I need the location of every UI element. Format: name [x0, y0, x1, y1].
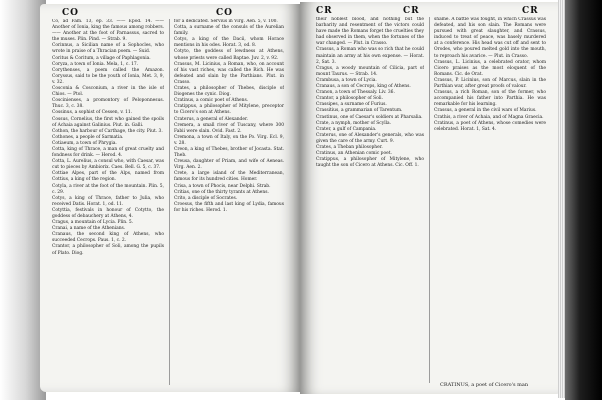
- dictionary-entry: Corythenses, a poem called the Amazon. Coryssus, said to be the youth of Ionia, Met. 3, 9, v. 32.: [52, 67, 164, 85]
- dictionary-entry: shame. A battle was fought, in which Crassus was defeated, and his son slain. The Romans were pursued with great slaughter, and Crassus, induced to treat of peace, was basely murdered at a conference. His head was cut off and sent to Orodes, who poured melted gold into the mouth, to reproach his avarice. — Plut. in Crasso.: [434, 17, 546, 59]
- left-page-header-left: CO: [62, 8, 80, 18]
- dictionary-entry: Crassipes, a surname of Furius.: [316, 102, 387, 108]
- dictionary-entry: Cotys, a king of the Dacii, whom Horace mentions in his odes. Horat. 3, od. 8.: [174, 37, 284, 49]
- dictionary-entry: Cossus, Cornelius, the first who gained the spoils of Achaia against Galinius. Piut. in. Galli.: [52, 116, 164, 128]
- dictionary-entry: Crastinus, one of Caesar's soldiers at Pharsalia.: [316, 114, 423, 120]
- dictionary-entry: Cotys, a king of Thrace, father to Julia, who received Datis. Horat. 1, od. 11.: [52, 195, 164, 207]
- dictionary-entry: Crater, a gulf of Campania.: [316, 126, 377, 132]
- left-page-header-right: CO: [216, 8, 234, 18]
- dictionary-entry: Coryza, a town of Ionia. Mela, 1, c. 17.: [52, 61, 139, 67]
- dictionary-entry: Crete, a large island of the Mediterranean, famous for its hundred cities. Homer.: [174, 171, 284, 183]
- dictionary-entry: Corinnus, a Sicilian name of a Sophocles, who wrote in praise of a Thracian poem. — Suid.: [52, 43, 164, 55]
- dictionary-entry: Cranaus, a son of Cecrops, king of Athens.: [316, 84, 411, 90]
- dictionary-entry: Croesus, the fifth and last king of Lydia, famous for his riches. Herod. 1.: [174, 201, 284, 213]
- dictionary-entry: Cotyto, the goddess of lewdness at Athens, whose priests were called Baptae. Juv. 2, v. 92.: [174, 49, 284, 61]
- dictionary-entry: Cratippus, a philosopher of Mitylene, preceptor to Cicero's son at Athens.: [174, 104, 284, 116]
- dictionary-entry: Crates, a Theban philosopher.: [316, 144, 383, 150]
- dictionary-entry: Cratippus, a philosopher of Mitylene, who taught the son of Cicero at Athens. Cic. Off. 1.: [316, 157, 424, 169]
- dictionary-entry: Crassus, M. Licinius, a Roman, who, on account of his vast riches, was called the Rich. He was defeated and slain by the Parthians. Plut. in Crasso.: [174, 61, 284, 85]
- dictionary-entry: Cratinus, a poet of Athens, whose comedies were celebrated. Horat. 1, Sat. 4.: [434, 120, 546, 132]
- dictionary-entry: Cotiaeum, a town of Phrygia.: [52, 140, 117, 146]
- dictionary-entry: Cothones, a people of Sarmatia.: [52, 134, 124, 140]
- dictionary-entry: Cranaus, the second king of Athens, who succeeded Cecrops. Paus. 1, c. 2.: [52, 232, 164, 244]
- dictionary-entry: Cothon, the harbour of Carthage, the city. Piut. 3.: [52, 128, 163, 134]
- dictionary-entry: Crantor, a philosopher of Soli.: [316, 96, 383, 102]
- dictionary-entry: Crassus, L. Licinius, a celebrated orator, whom Cicero praises as the most eloquent of the Romans. Cic. de Orat.: [434, 59, 546, 77]
- dictionary-entry: Crates, a philosopher of Thebes, disciple of Diogenes the cynic. Diog.: [174, 86, 284, 98]
- dictionary-entry: Creon, a king of Thebes, brother of Jocasta. Stat. Theb.: [174, 146, 284, 159]
- dictionary-entry: Cragus, a woody mountain of Cilicia, part of mount Taurus. — Strab. 14.: [316, 65, 424, 77]
- dictionary-entry: Cotta, a surname of the consuls of the Aurelian family.: [174, 25, 284, 37]
- dictionary-entry: Crassus, a rich Roman, son of the former, who accompanied his father into Parthia. He was remarkable for his learning.: [434, 90, 546, 108]
- dictionary-entry: Crito, a disciple of Socrates.: [174, 195, 238, 201]
- dictionary-entry: Craterus, a general of Alexander.: [174, 116, 248, 122]
- dictionary-entry: Cragus, a mountain of Lycia. Plin. 5.: [52, 220, 134, 226]
- dictionary-entry: for a dedicated. Servius in Virg. Aen. 5, v. 100.: [174, 19, 278, 24]
- dictionary-entry: Critias, one of the thirty tyrants at Athens.: [174, 189, 269, 195]
- dictionary-entry: Crassitius, a grammarian of Tarentum.: [316, 108, 403, 114]
- right-page: [300, 2, 562, 394]
- dictionary-entry: Crate, a nymph, mother of Scylla.: [316, 120, 392, 126]
- dictionary-entry: Crambusa, a town of Lycia.: [316, 77, 377, 83]
- dictionary-entry: Crassus, a general in the civil wars of Marius.: [434, 108, 537, 114]
- dictionary-entry: Craterus, one of Alexander's generals, who was given the care of the army. Curt. 9.: [316, 132, 424, 144]
- dictionary-entry: Crassus, P. Licinius, son of Marcus, slain in the Parthian war, after great proofs of valour.: [434, 77, 546, 90]
- dictionary-entry: Crathis, a river of Achaia, and of Magna Graecia.: [434, 114, 544, 120]
- dictionary-entry: Cotta, king of Thrace, a man of great cruelty and fondness for drink. — Herod. 4.: [52, 146, 164, 159]
- right-page-header-center: CR: [403, 6, 420, 16]
- dictionary-entry: Creusa, daughter of Priam, and wife of Aeneas. Virg. Aen. 2.: [174, 159, 284, 171]
- dictionary-entry: Crisa, a town of Phocis, near Delphi. Strab.: [174, 183, 271, 189]
- dictionary-entry: Cremera, a small river of Tuscany, where 300 Fabii were slain. Ovid. Fast. 2.: [174, 122, 284, 134]
- dictionary-entry: their noblest blood, and nothing but the barbarity and resentment of the victors could have made the Romans forget the cruelties they had observed in them, when the fortunes of the war changed. — Plut. in Crasso.: [316, 17, 424, 47]
- dictionary-entry: Crassus, a Roman who was so rich that he could maintain an army at his own expense. — Horat. 2, Sat. 3.: [316, 47, 424, 65]
- dictionary-entry: Cottiae Alpes, part of the Alps, named from Cottius, a king of the region.: [52, 171, 164, 183]
- dictionary-entry: Cotyttia, festivals in honour of Cotytto, the goddess of debauchery at Athens, 4.: [52, 207, 164, 219]
- left-page-column-1: [52, 19, 164, 389]
- dictionary-entry: Cossinus, a sophist of Cessen, v. 11.: [52, 110, 133, 116]
- right-page-column-1: [316, 17, 424, 387]
- right-page-header-left: CR: [316, 6, 333, 16]
- right-page-column-rule: [429, 17, 430, 383]
- left-page-column-rule: [169, 19, 170, 385]
- right-page-header-right: CR: [522, 6, 539, 16]
- left-page: [40, 4, 300, 392]
- right-page-column-2: [434, 17, 546, 379]
- dictionary-entry: Cotta, L. Aurelius, a consul who, with Caesar, was cut to pieces by Ambiorix. Caes. Bell. G. 5, c. 37.: [52, 159, 164, 171]
- dictionary-entry: Coritus & Coritum, a village of Paphlagonia.: [52, 55, 151, 61]
- dictionary-entry: Cremona, a town of Italy, on the Po. Virg. Ecl. 9, v. 28.: [174, 134, 284, 146]
- dictionary-entry: Cotyla, a river at the foot of the mountain. Plin. 5, c. 29.: [52, 183, 164, 195]
- left-page-column-2: [174, 19, 284, 389]
- dictionary-entry: Cranai, a name of the Athenians.: [52, 226, 126, 232]
- book-cover-edge: [565, 0, 602, 400]
- dictionary-entry: Cosconia & Cosconium, a river in the isle of Chios. — Ptol.: [52, 86, 164, 98]
- dictionary-entry: Cratinus, a comic poet of Athens.: [174, 98, 249, 104]
- dictionary-entry: Coscinienses, a promontory of Peloponnesus. Thuc. 3, c. 38.: [52, 98, 164, 110]
- dictionary-entry: Crantor, a philosopher of Soli, among the pupils of Plato. Diog.: [52, 244, 164, 256]
- catchword: CRATINUS, a poet of Cicero's man: [440, 382, 529, 388]
- dictionary-entry: Cratinus, an Athenian comic poet.: [316, 151, 392, 157]
- dictionary-entry: Co, ad Fam. 13, ep. 33. —— Epod. 14. —— Another of Ionia, king the famous among robbers. —— Another at the foot of Parnassus, sacred to the muses. Plin. Pind. — Strab. 9.: [52, 19, 164, 43]
- dictionary-entry: Cranon, a town of Thessaly. Liv. 36.: [316, 90, 395, 96]
